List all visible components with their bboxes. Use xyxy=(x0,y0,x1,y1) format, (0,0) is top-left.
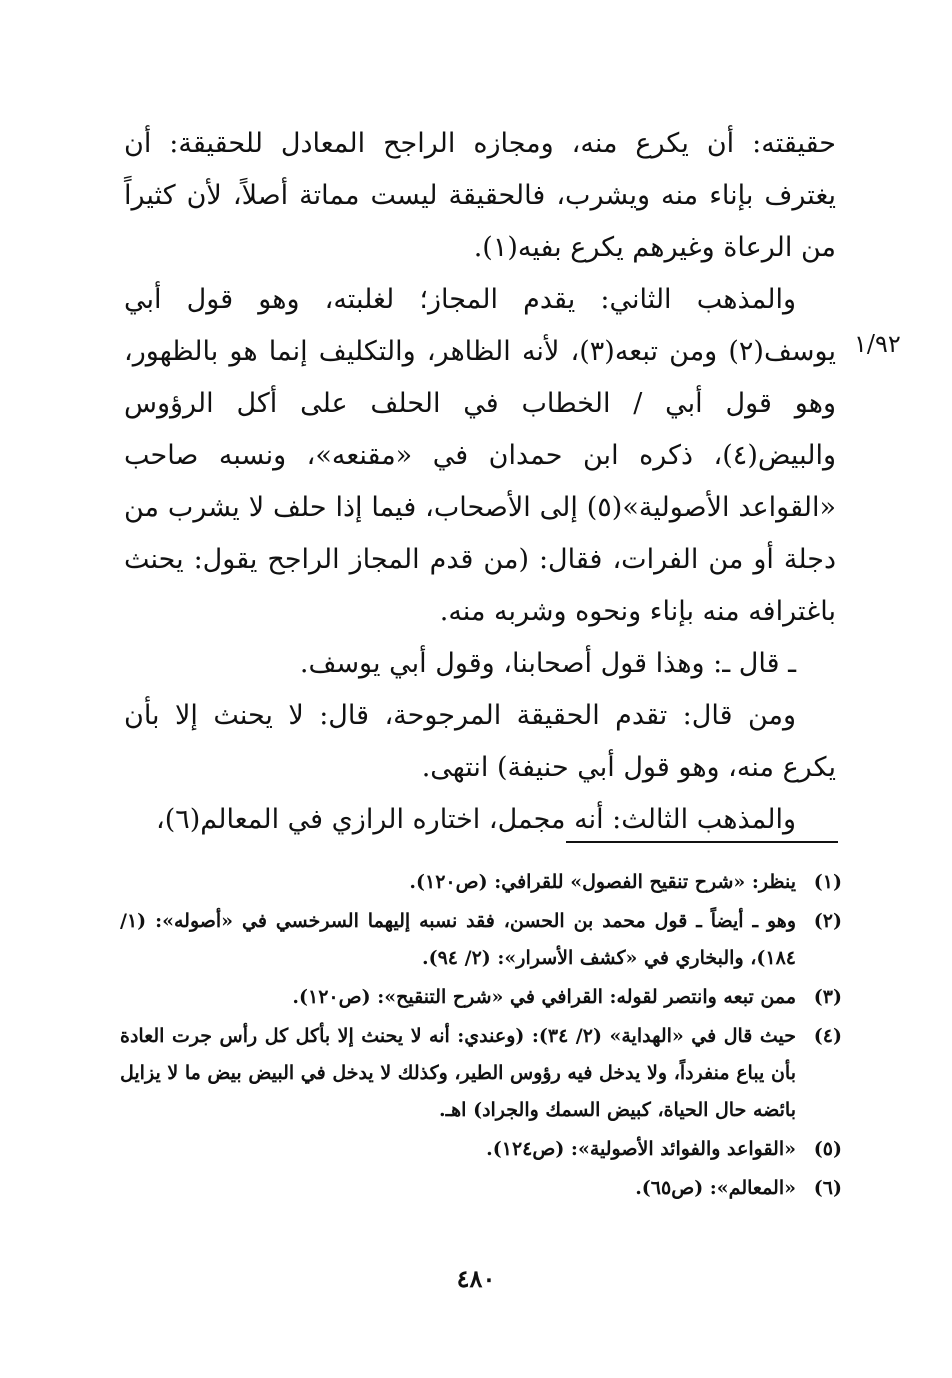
page-number: ٤٨٠ xyxy=(456,1264,496,1293)
footnote-4 xyxy=(120,1018,842,1129)
paragraph-5: والمذهب الثالث: أنه مجمل، اختاره الرازي في المعالم(٦)، xyxy=(155,804,796,835)
footnote-text: ينظر: «شرح تنقيح الفصول» للقرافي: (ص١٢٠). xyxy=(409,871,796,893)
footnote-number: (٢) xyxy=(813,910,842,932)
paragraph-2: والمذهب الثاني: يقدم المجاز؛ لغلبته، وهو قول أبي يوسف(٢) ومن تبعه(٣)، لأنه الظاهر، والتكليف إنما هو بالظهور، وهو قول أبي / الخطاب في الحلف على أكل الرؤوس والبيض(٤)، ذكره ابن حمدان في «مقنعه»، ونسبه صاحب «القواعد الأصولية»(٥) إلى الأصحاب، فيما إذا حلف لا يشرب من دجلة أو من الفرات، فقال: (من قدم المجاز الراجح يقول: يحنث باغترافه منه بإناء ونحوه وشربه منه. xyxy=(124,284,836,627)
footnote-number: (٤) xyxy=(813,1025,842,1047)
paragraph-3: ـ قال ـ: وهذا قول أصحابنا، وقول أبي يوسف. xyxy=(299,648,796,679)
footnote-text: حيث قال في «الهداية» (٢/ ٣٤): (وعندي: أنه لا يحنث إلا بأكل كل رأس جرت العادة بأن يباع منفرداً، ولا يدخل فيه رؤوس الطير، وكذلك لا يدخل في البيض بيض ما لا يزايل بائضه حال الحياة، كبيض السمك والجراد) اهـ. xyxy=(120,1025,797,1121)
footnote-number: (٥) xyxy=(813,1138,842,1160)
footnote-5 xyxy=(120,1131,842,1168)
footnote-divider xyxy=(566,841,838,843)
footnote-text: ممن تبعه وانتصر لقوله: القرافي في «شرح التنقيح»: (ص١٢٠). xyxy=(292,986,796,1008)
manuscript-folio-reference: ١/٩٢ xyxy=(854,330,901,358)
footnote-3 xyxy=(120,979,842,1016)
footnote-6 xyxy=(120,1170,842,1207)
footnotes-section xyxy=(120,864,842,1209)
footnote-text: «المعالم»: (ص٦٥). xyxy=(635,1177,796,1199)
footnote-number: (١) xyxy=(813,871,842,893)
footnote-text: «القواعد والفوائد الأصولية»: (ص١٢٤). xyxy=(486,1138,796,1160)
footnote-number: (٣) xyxy=(813,986,842,1008)
footnote-2 xyxy=(120,903,842,977)
footnote-text: وهو ـ أيضاً ـ قول محمد بن الحسن، فقد نسبه إليهما السرخسي في «أصوله»: (١/ ١٨٤)، والبخاري في «كشف الأسرار»: (٢/ ٩٤). xyxy=(120,910,796,969)
paragraph-1: حقيقته: أن يكرع منه، ومجازه الراجح المعادل للحقيقة: أن يغترف بإناء منه ويشرب، فالحقيقة ليست مماتة أصلاً، لأن كثيراً من الرعاة وغيرهم يكرع بفيه(١). xyxy=(124,128,836,263)
footnote-number: (٦) xyxy=(813,1177,842,1199)
paragraph-4: ومن قال: تقدم الحقيقة المرجوحة، قال: لا يحنث إلا بأن يكرع منه، وهو قول أبي حنيفة) انتهى. xyxy=(124,700,836,783)
main-text xyxy=(124,118,836,846)
footnote-1 xyxy=(120,864,842,901)
